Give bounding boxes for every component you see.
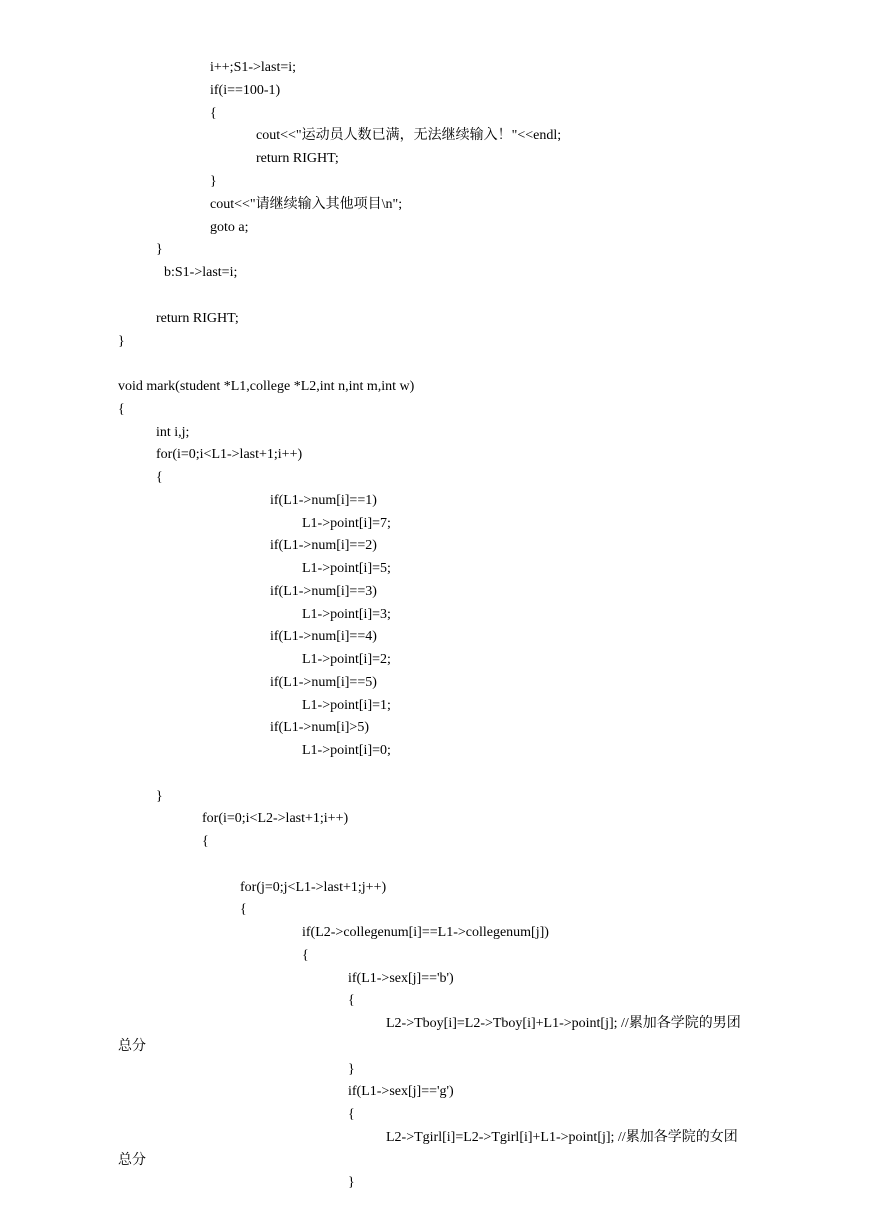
code-line: cout<<"运动员人数已满，无法继续输入！"<<endl; — [256, 128, 562, 143]
code-line: if(L1->sex[j]=='g') — [348, 1084, 454, 1099]
code-line: { — [156, 470, 163, 485]
code-line: if(L1->num[i]==5) — [270, 675, 377, 690]
code-line: int i,j; — [156, 425, 190, 440]
code-line: i++;S1->last=i; — [210, 60, 297, 75]
code-line: if(L1->num[i]==3) — [270, 584, 377, 599]
code-line: for(i=0;i<L2->last+1;i++) — [202, 811, 349, 826]
code-line: { — [302, 948, 309, 963]
code-line: if(L1->num[i]==1) — [270, 493, 377, 508]
code-line: if(L1->sex[j]=='b') — [348, 971, 454, 986]
code-line: if(L1->num[i]==2) — [270, 538, 377, 553]
code-line: for(i=0;i<L1->last+1;i++) — [156, 447, 303, 462]
code-line: if(i==100-1) — [210, 83, 281, 98]
code-line: L1->point[i]=5; — [302, 561, 391, 576]
code-line: cout<<"请继续输入其他项目\n"; — [210, 197, 403, 212]
code-line: 总分 — [118, 1039, 146, 1054]
code-line: if(L2->collegenum[i]==L1->collegenum[j]) — [302, 925, 549, 940]
code-line: } — [348, 1175, 355, 1190]
code-line: return RIGHT; — [156, 311, 239, 326]
code-line: { — [118, 402, 125, 417]
code-line: { — [348, 993, 355, 1008]
code-line: L2->Tboy[i]=L2->Tboy[i]+L1->point[j]; //累加各学院的男团 — [386, 1016, 741, 1031]
code-line: } — [118, 334, 125, 349]
code-line: { — [202, 834, 209, 849]
code-line: } — [156, 242, 163, 257]
code-line: return RIGHT; — [256, 151, 339, 166]
code-line: L1->point[i]=0; — [302, 743, 391, 758]
code-line: } — [156, 789, 163, 804]
code-line: L1->point[i]=3; — [302, 607, 391, 622]
code-line: b:S1->last=i; — [164, 265, 238, 280]
code-line: { — [240, 902, 247, 917]
code-line: { — [348, 1107, 355, 1122]
code-line: L2->Tgirl[i]=L2->Tgirl[i]+L1->point[j]; //累加各学院的女团 — [386, 1130, 738, 1145]
code-line: L1->point[i]=7; — [302, 516, 391, 531]
code-line: L1->point[i]=1; — [302, 698, 391, 713]
code-line: if(L1->num[i]>5) — [270, 720, 369, 735]
code-line: { — [210, 106, 217, 121]
code-line: goto a; — [210, 220, 249, 235]
code-line: } — [348, 1062, 355, 1077]
code-line: L1->point[i]=2; — [302, 652, 391, 667]
code-line: if(L1->num[i]==4) — [270, 629, 377, 644]
code-line: void mark(student *L1,college *L2,int n,int m,int w) — [118, 379, 415, 394]
code-line: } — [210, 174, 217, 189]
code-line: for(j=0;j<L1->last+1;j++) — [240, 880, 387, 895]
code-line: 总分 — [118, 1153, 146, 1168]
